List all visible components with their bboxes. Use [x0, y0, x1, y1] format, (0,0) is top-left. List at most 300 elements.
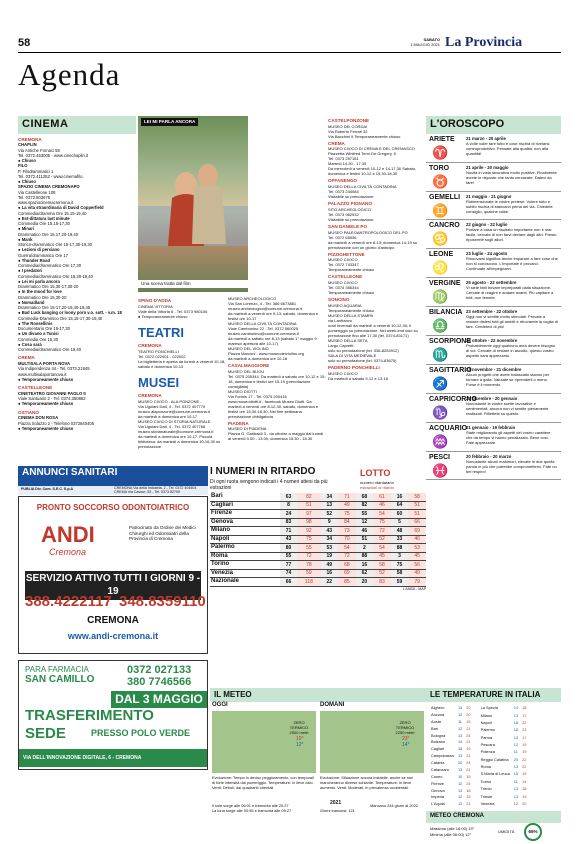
city-name: Bologna — [431, 732, 446, 738]
zodiac-icon: ♋ — [432, 231, 449, 247]
dental-website[interactable]: www.andi-cremona.it — [67, 631, 159, 641]
issue-date-text: 1 MAGGIO 2021 — [410, 42, 440, 47]
horoscope-sign — [426, 192, 561, 221]
venue-detail: Via Indipendenza 44 - Tel. 0373.21849 — [18, 366, 90, 372]
delay-count: 58 — [373, 561, 391, 570]
temp-min: 12 — [513, 742, 519, 748]
venue-name: ● La vita straordinaria di David Copperfield — [18, 205, 104, 211]
late-number: 63 — [280, 493, 298, 501]
venue-detail: Via Ugolani Dati, 4 - Tel. 0372 407770 — [138, 403, 206, 409]
zodiac-icon: ♓ — [432, 462, 449, 478]
location-heading: CREMONA — [138, 342, 162, 348]
temp-max: 15 — [466, 773, 471, 779]
venue-detail: Commedia/drammatico Ore 19,40 — [18, 347, 82, 353]
humidity-gauge: 65% — [524, 823, 542, 841]
photo-tag: LEI MI PARLA ANCORA — [141, 118, 198, 126]
delay-count: 54 — [373, 510, 391, 519]
venue-detail: Storico-drammatico Ore 15-17,30-19,30 — [18, 242, 93, 248]
delay-count: 54 — [338, 544, 356, 553]
late-number: 34 — [321, 535, 339, 544]
venue-name: ● In the mood for love — [18, 289, 62, 295]
delay-count: 59 — [297, 569, 320, 578]
header-rule — [18, 52, 561, 53]
temperature-table-right — [478, 704, 530, 809]
venue-detail: Commedia/dramma Ore 15.15-19,40 — [18, 210, 87, 216]
city-name: Palermo — [480, 727, 496, 733]
venue-detail: Largo Capretti — [328, 342, 354, 348]
venue-name: SITO ARCHEOLOGICO — [328, 206, 371, 212]
sign-name: TORO — [429, 164, 450, 172]
late-number: 83 — [280, 518, 298, 527]
pharmacy-ad — [18, 660, 208, 770]
venue-name: ● Lei mi parla ancora — [18, 278, 60, 284]
delay-count: 82 — [297, 493, 320, 501]
temp-min: 12 — [513, 800, 519, 806]
venue-detail: Temporaneamente chiuso — [328, 290, 375, 296]
venue-name: ● Nomadland — [18, 299, 45, 305]
venue-detail: Temporaneamente chiuso — [328, 307, 375, 313]
delay-count: 69 — [408, 527, 426, 536]
venue-name: TEATRO PONCHIELLI — [138, 348, 179, 354]
horoscope-sign — [426, 249, 561, 278]
venue-name: MUSEO DI PIADENA — [228, 426, 267, 432]
city-name: Cagliari — [431, 746, 445, 752]
subsection-title: MUSEI — [138, 374, 180, 390]
sign-dates: 21 aprile - 20 maggio — [466, 164, 509, 170]
venue-name: CINEMA DON ROSA — [18, 415, 59, 421]
delay-count: 75 — [297, 535, 320, 544]
theatre-museum-column — [138, 296, 226, 449]
page-number: 58 — [18, 37, 31, 49]
temp-max: 22 — [522, 756, 527, 762]
city-name: Trento — [480, 786, 492, 792]
venue-name: MUSEO DELLA SETA — [328, 337, 368, 343]
city-temperature — [430, 795, 472, 800]
days-elapsed: Giorni trascorsi: 121 — [320, 808, 355, 813]
venue-detail: Tel. 0373 982932 — [328, 211, 359, 217]
city-temperature — [480, 706, 528, 711]
issue-day: SABATO — [423, 37, 440, 42]
ads-header — [18, 466, 208, 486]
temp-max: 21 — [466, 725, 471, 731]
zodiac-icon: ♏ — [432, 346, 449, 362]
late-number: 43 — [280, 535, 298, 544]
venue-name: CHAPLIN — [18, 142, 37, 148]
location-heading: CASTELPONZONE — [328, 118, 370, 123]
late-number: 8 — [280, 501, 298, 510]
venue-name: MUSEO CIVICO — [328, 370, 358, 376]
city-name: Catania — [431, 760, 445, 765]
dental-phone-1[interactable]: 388.4222117 — [25, 593, 112, 610]
venue-name: MUSEO CIVICO - ALA PONZONE - — [138, 398, 202, 404]
city-name: Torino — [480, 778, 492, 784]
venue-detail: Piazzetta Winifred Terni De Gregory, 5 — [328, 151, 396, 157]
sign-text: Novità in vista lavorativa molto positive. Finalmente avrete le risposte che tanto cercavate. Datevi da fare! — [466, 169, 557, 185]
horoscope-sign — [426, 423, 561, 452]
late-number: 19 — [321, 552, 339, 561]
temp-max: 19 — [522, 793, 527, 799]
sign-name: CANCRO — [429, 222, 460, 230]
venue-detail: museo.cambonino@comune.cremona.it — [228, 331, 299, 336]
location-heading: CASTELLEONE — [18, 385, 53, 391]
temp-max: 19 — [466, 746, 471, 752]
city-name: Reggio Calabria — [480, 756, 509, 762]
lotto-row — [210, 493, 426, 501]
museum-column-2 — [228, 296, 326, 441]
days-remaining: Mancano 244 giorni al 2022 — [370, 803, 419, 808]
late-number: 43 — [321, 527, 339, 536]
dental-phone-2[interactable]: 348.8359110 — [119, 593, 206, 610]
zodiac-icon: ♒ — [432, 433, 449, 449]
city-name: Cuneo — [431, 773, 443, 779]
venue-detail: Via Castelleone 108 — [18, 189, 56, 195]
venue-detail: solo su prenotazione (tel. 0374-83675) — [328, 357, 397, 363]
venue-detail: da martedì a domenica ore 10-17 — [138, 413, 198, 419]
temp-min: 12 — [457, 725, 463, 731]
subsection-title: TEATRI — [138, 324, 184, 340]
venue-detail: Tel. 0373 244084 — [328, 189, 359, 195]
venue-detail: Tel. 0372.803675 — [18, 194, 51, 200]
venue-detail: Via San Lorenzo, 4 - Tel. 366 6673881 — [228, 301, 297, 306]
temp-max: 19 — [522, 749, 527, 755]
cinema-list — [18, 137, 136, 431]
lotto-subtitle: Di ogni ruota vengono indicati i 4 numeri attesi da più estrazioni — [210, 478, 328, 491]
sign-name: PESCI — [429, 453, 451, 461]
sign-name: BILANCIA — [429, 309, 463, 317]
horoscope-sign — [426, 365, 561, 394]
city-temperature — [480, 721, 528, 726]
temp-min: 18 — [513, 727, 519, 733]
venue-detail: Tel. 0372.022001 - 022002 — [138, 353, 186, 359]
zero-label-tomorrow: ZERO TERMICO — [395, 720, 415, 730]
delay-count: 55 — [297, 544, 320, 553]
city-name: Milano — [480, 712, 493, 718]
sign-dates: 21 gennaio - 19 febbraio — [466, 424, 516, 430]
venue-name: MUSEO DEL BIJOU — [228, 368, 265, 374]
city-temperature — [480, 772, 528, 777]
zero-value-today: 2500 metri — [289, 730, 309, 735]
dental-title: PRONTO SOCCORSO ODONTOIATRICO — [36, 503, 190, 512]
location-heading: PALAZZO PIGNANO — [328, 201, 373, 207]
city-name: Pescara — [480, 742, 495, 748]
horoscope — [426, 116, 561, 480]
temp-tomorrow-max: 23° — [402, 736, 410, 742]
venue-name: MUSEO CIVICO — [328, 280, 358, 286]
late-number: 24 — [280, 510, 298, 519]
horoscope-sign — [426, 134, 561, 163]
sign-name: VERGINE — [429, 280, 461, 288]
zodiac-icon: ♌ — [432, 260, 449, 276]
temp-min: 13 — [513, 712, 519, 718]
zero-termico-today — [284, 720, 314, 735]
temp-max: 24 — [466, 732, 471, 738]
venue-detail: Da mercoledì a venerdì 10-12 e 14-17,30 Sabato, domenica e festivi 10-12 e 15,30-18,30 — [328, 166, 417, 177]
city-name: Catanzaro — [431, 766, 449, 772]
pharmacy-label: PARA FARMACIA — [25, 665, 89, 674]
sign-name: SCORPIONE — [429, 337, 472, 345]
city-temperature — [430, 720, 472, 725]
venue-name: ● Chiuso — [18, 179, 36, 185]
venue-detail: P. Filodrammatici 1 — [18, 168, 54, 174]
sign-text: Nonostante alcuni malumori, elevate in due quella parola in più che potrebbe compromettervi. Fate un bel respiro! — [466, 458, 557, 474]
late-number: 34 — [321, 493, 339, 501]
lotto-row — [210, 535, 426, 544]
city-name: Alghero — [431, 705, 445, 710]
venue-detail: La biglietteria è aperta da lunedì a venerdì 10-18, sabato e domenica 10-13 — [138, 358, 226, 369]
delay-count: 51 — [408, 501, 426, 510]
city-temperature — [480, 713, 528, 718]
temp-max: 19 — [522, 742, 527, 748]
late-number: 5 — [391, 518, 409, 527]
late-number: 77 — [280, 561, 298, 570]
temp-max: 23 — [522, 727, 527, 733]
pharmacy-tel-2[interactable]: 380 7746566 — [127, 676, 192, 688]
city-name: Genova — [431, 787, 445, 793]
venue-detail: Guerra/drammatico Ore 17 — [18, 252, 69, 258]
city-temperature — [480, 780, 528, 785]
venue-detail: Viale della Vittoria 6 - Tel. 0373 980106 — [138, 308, 208, 314]
temp-min: 20 — [513, 756, 519, 762]
delay-count: 73 — [338, 527, 356, 536]
delay-count: 46 — [373, 501, 391, 510]
city-name: Potenza — [480, 749, 495, 755]
local-readings — [426, 823, 561, 843]
venue-detail: Viale Cambonino 22 - Tel. 0372 560025 — [228, 326, 299, 331]
venue-detail: Commedia Ore 15,30 — [18, 336, 59, 342]
venue-name: MUSEO DEI CORDAI — [328, 123, 368, 129]
sign-name: SAGITTARIO — [429, 366, 472, 374]
delay-count: 53 — [408, 544, 426, 553]
venue-name: ● Chiuso — [18, 158, 36, 164]
venue-name: MUSEO ARCHEOLOGICO — [228, 296, 277, 301]
sign-dates: 25 agosto - 22 settembre — [466, 280, 517, 286]
temperature-table-left — [428, 704, 474, 809]
lotto-row — [210, 518, 426, 527]
temp-tomorrow-min: 14° — [402, 742, 410, 748]
horoscope-sign — [426, 278, 561, 307]
venue-name: ● Cosa sarà — [18, 341, 42, 347]
venue-name: ● Thunder Road — [18, 257, 51, 263]
temp-max: 18 — [466, 787, 471, 793]
late-number: 3 — [391, 552, 409, 561]
venue-name: MULTISALA PORTA NOVA — [18, 361, 71, 367]
temp-max: 21 — [466, 753, 471, 759]
sign-dates: 21 maggio - 21 giugno — [466, 193, 512, 199]
venue-name: MUSEO PALEOANTROPOLOGICO DEL PO — [328, 229, 408, 235]
late-number: 51 — [356, 535, 374, 544]
venue-detail: Commedia/drammatico Ore 17,30 — [18, 263, 82, 269]
late-number: 64 — [391, 501, 409, 510]
wheel-name: Nazionale — [211, 578, 240, 584]
location-heading: SAN DANIELE PO — [328, 223, 368, 229]
lotto-row — [210, 501, 426, 510]
weather-panels — [210, 702, 426, 844]
pharmacy-name: SAN CAMILLO — [25, 674, 95, 685]
delay-count: 56 — [408, 561, 426, 570]
delay-count: 85 — [338, 578, 356, 587]
sign-name: ACQUARIO — [429, 424, 468, 432]
temp-min: 15 — [457, 746, 463, 752]
venue-name: MUSEO CIVICO DI STORIA NATURALE — [138, 418, 211, 424]
location-heading: OSTIANO — [18, 409, 39, 415]
venue-detail: Documentario Ore 15-17,30 — [18, 326, 70, 332]
city-name: Bari — [431, 725, 438, 731]
andi-city: Cremona — [49, 547, 87, 557]
sign-dates: 23 luglio - 24 agosto — [466, 251, 508, 257]
ads-contacts — [18, 486, 208, 495]
venue-name: CINETEATRO GIOVANNI PAOLO II — [18, 390, 86, 396]
temp-max: 19 — [522, 771, 527, 777]
venue-detail: Piazza G. Garibaldi 3 - da ottobre a maggio dal lunedì al venerdì 9.00 - 13.00; domenica 15.30 - 18.30 — [228, 431, 324, 442]
venue-detail: Drammatico Ore 15-17,20-19,40-19,45 — [18, 305, 91, 311]
local-max: Massima (alle 16:00) 19° — [430, 825, 475, 831]
wheel-name: Cagliari — [211, 501, 234, 508]
weather-today-text: Evoluzione: Tempo in deciso peggioramento, con temporali di forte intensità dal pomeriggio. Temperature: in lieve calo. Venti: Deboli, dai quadranti orientali. — [212, 775, 314, 790]
location-heading: CASTELLEONE — [328, 274, 363, 280]
temp-min: 15 — [513, 771, 519, 777]
city-temperature — [430, 747, 472, 752]
temp-min: 13 — [457, 766, 463, 772]
city-temperature — [480, 743, 528, 748]
local-min: Minima (alle 06:00) 12° — [430, 831, 472, 837]
late-number: 80 — [280, 544, 298, 553]
venue-name: MUSEO CIVICO DI CREMA E DEL CREMASCO — [328, 146, 415, 152]
city-temperature — [480, 787, 528, 792]
temp-max: 14 — [522, 778, 527, 784]
delay-count: 72 — [373, 527, 391, 536]
venue-detail: Tel. 0372.411252 - www.cinemafilo. — [18, 173, 84, 179]
late-number: 58 — [391, 569, 409, 578]
temp-max: 17 — [522, 734, 527, 740]
section-title: Agenda — [18, 57, 121, 92]
venue-detail: Drammatico Ore 15,30-17,30-20 — [18, 284, 79, 290]
venue-name: ● Lezioni di persiano — [18, 247, 60, 253]
late-number: 55 — [280, 552, 298, 561]
delay-count: 61 — [373, 493, 391, 501]
delay-count: 72 — [338, 552, 356, 561]
delay-count: 46 — [408, 535, 426, 544]
venue-name: CINEMA VITTORIA — [138, 303, 173, 309]
late-number: 82 — [356, 501, 374, 510]
sign-text: Probabilmente oggi qualcuno avrà dovere bisogno di voi. Cercate di restare in ascolto, questo vostro aspetto sarà apprezzato. — [466, 342, 556, 358]
city-name: Campobasso — [431, 753, 454, 759]
venue-detail: Visitabile su prenotazione — [328, 216, 374, 222]
delay-count: 66 — [408, 518, 426, 527]
weather-today-label: OGGI — [212, 702, 228, 708]
horoscope-sign — [426, 452, 561, 481]
late-number: 55 — [356, 510, 374, 519]
horoscope-sign — [426, 163, 561, 192]
venue-name: MUSEO DELLA CIVILTÀ CONTADINA — [328, 184, 397, 190]
pharmacy-tel-1[interactable]: 0372 027133 — [127, 664, 192, 676]
temp-max: 21 — [466, 766, 471, 772]
venue-detail: Tel. 0372 743347 — [328, 262, 359, 268]
temp-min: 13 — [513, 786, 519, 792]
lotto-legend-2: estrazioni di ritardo — [360, 485, 394, 490]
delay-count: 49 — [338, 501, 356, 510]
venue-detail: solo su prenotazione (tel. 338-8254912) — [328, 347, 399, 353]
city-temperature — [430, 802, 472, 807]
wheel-name: Roma — [211, 552, 228, 559]
delay-count: 97 — [297, 510, 320, 519]
pharmacy-move-title: TRASFERIMENTO — [25, 707, 154, 724]
delay-count: 98 — [297, 518, 320, 527]
venue-detail: Tel. 0372.453005 - www.cinechaplin.it — [18, 152, 89, 158]
delay-count: 69 — [338, 569, 356, 578]
late-number: 62 — [356, 569, 374, 578]
ads-title: ANNUNCI SANITARI — [22, 467, 118, 478]
delay-count: 51 — [408, 510, 426, 519]
city-name: Imperia — [431, 794, 444, 800]
venue-detail: Tel. 0373 257161 — [328, 156, 359, 162]
temp-min: 11 — [457, 718, 462, 724]
pharmacy-address: VIA DELL'INNOVAZIONE DIGITALE, 6 - CREMONA — [19, 749, 207, 767]
venue-name: MUSEO AQUARIA — [328, 302, 362, 308]
venue-detail: Drammatico Ore 15.17,20-19,40 — [18, 231, 79, 237]
lotto-legend-1: numero ritardatario — [360, 480, 394, 485]
late-number: 13 — [321, 501, 339, 510]
sign-name: ARIETE — [429, 135, 455, 143]
delay-count: 92 — [297, 527, 320, 536]
lotto-table — [210, 493, 426, 587]
city-temperature — [480, 750, 528, 755]
temp-min: 14 — [457, 739, 463, 745]
photo-caption: Una scena tratta dal film — [138, 280, 248, 288]
temperature-heading: LE TEMPERATURE IN ITALIA — [426, 688, 561, 702]
sign-text: State migliorando gli aspetti del vostro carattere che da tempo vi hanno penalizzato. Bene così. Fate apprezzare. — [466, 429, 551, 445]
zero-value-tomorrow: 2250 metri — [395, 730, 415, 735]
wheel-name: Palermo — [211, 544, 235, 550]
location-heading: CREMA — [18, 355, 35, 361]
lotto-row — [210, 578, 426, 587]
horoscope-sign — [426, 336, 561, 365]
city-name: Ancona — [431, 711, 445, 717]
temp-max: 18 — [522, 786, 527, 792]
delay-count: 58 — [408, 493, 426, 501]
city-temperature — [430, 768, 472, 773]
temp-max: 22 — [522, 764, 527, 770]
venue-detail: www.museodiotti.it - facebook Museo Diotti. Da martedì a venerdì ore 8-12,30, sabato, domenica e festivi ore 15,30-18,30. Nel fine settimana prenotazione obbligatoria — [228, 398, 319, 419]
venue-detail: Visitabile su prenotazione — [328, 194, 374, 200]
temp-today-min: 12° — [296, 742, 304, 748]
venue-name: ● Temporaneamente chiuso — [18, 401, 74, 407]
lotto-row — [210, 561, 426, 570]
sign-dates: 20 febbraio - 20 marzo — [466, 453, 512, 459]
venue-detail: Commedia/drammatico Ore 15,30-19,40 — [18, 273, 93, 279]
late-number: 22 — [321, 578, 339, 587]
delay-count: 52 — [373, 535, 391, 544]
zero-termico-tomorrow — [390, 720, 420, 735]
zodiac-icon: ♉ — [432, 173, 449, 189]
temp-today-max: 19° — [296, 736, 304, 742]
venue-name: MUSEO DELLA STAMPA — [328, 312, 374, 318]
city-name: Napoli — [480, 719, 492, 725]
late-number: 46 — [356, 527, 374, 536]
venue-detail: Viale Santuario 2 - Tel. 0374.350862 — [18, 396, 86, 402]
venue-detail: Drammatico Ore 15,30-20 — [18, 294, 67, 300]
sign-text: Portare a casa un risultato importante non è mai facile, cercate di non farvi deviare dagli altri. Presto riposerete sugli allori. — [466, 227, 557, 243]
late-number: 20 — [356, 578, 374, 587]
venue-name: ● Minari — [18, 226, 35, 232]
temp-max: 22 — [522, 719, 527, 725]
humidity-label: UMIDITÀ — [498, 828, 515, 834]
delay-count: 83 — [373, 578, 391, 587]
location-heading: SPINO D'ADDA — [138, 298, 172, 303]
wheel-name: Bari — [211, 493, 223, 499]
venue-detail: da martedì a venerdì ore 8-13; domenica 14-19 su prenotazione con un giorno d'anticipo — [328, 239, 418, 250]
venue-detail: Via Ugolani Dati, 4 - Tel. 0372 407768 — [138, 423, 206, 429]
delay-count: 78 — [297, 561, 320, 570]
